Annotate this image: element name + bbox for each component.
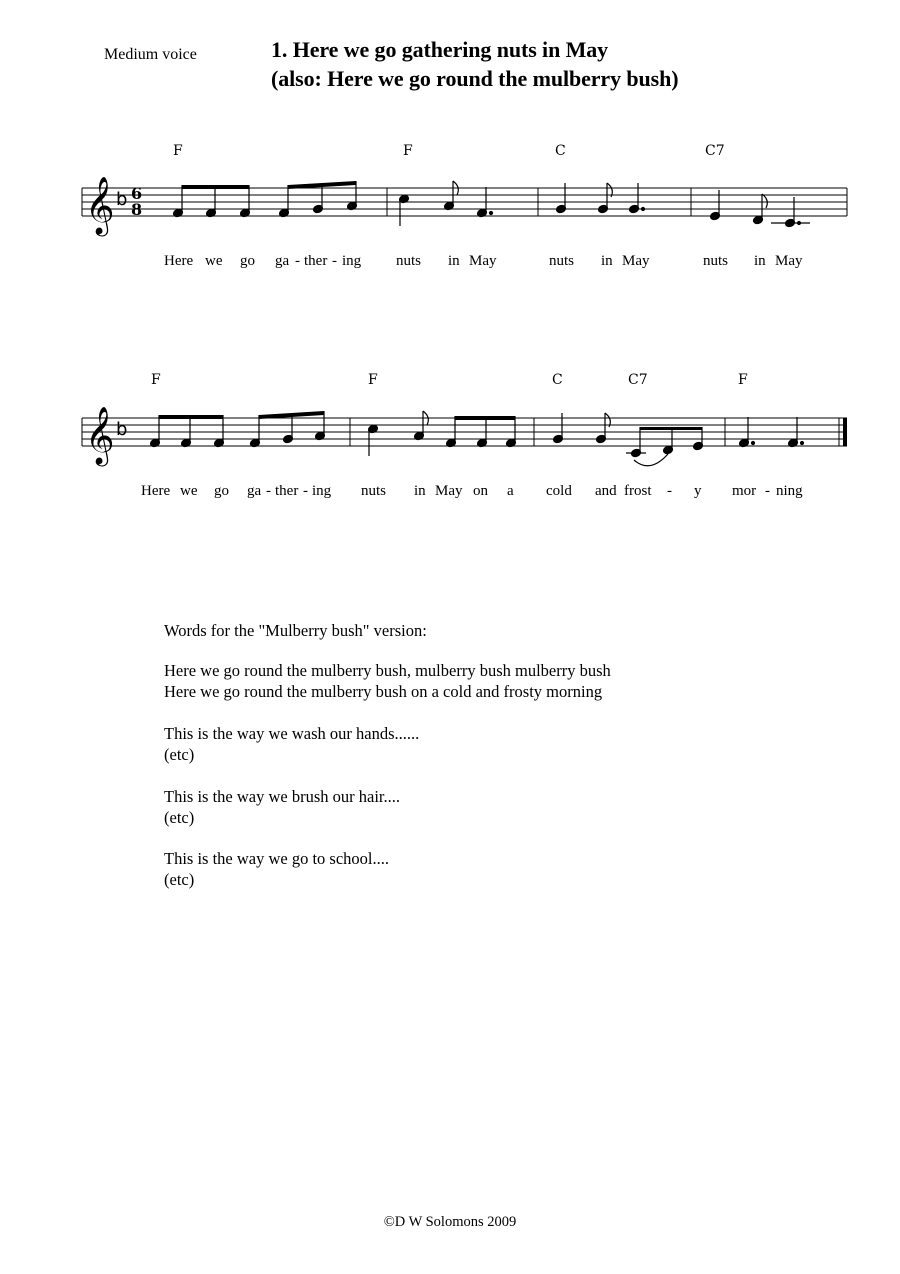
chord-symbol: C bbox=[552, 372, 563, 388]
flat-icon: b bbox=[116, 419, 128, 440]
verse-etc: (etc) bbox=[164, 808, 195, 827]
music-staff-system-1 bbox=[0, 160, 900, 240]
lyric-syllable: ther bbox=[275, 483, 299, 499]
lyric-syllable: and bbox=[595, 483, 617, 499]
lyric-syllable: frost bbox=[624, 483, 652, 499]
chorus-line: Here we go round the mulberry bush, mulberry bush mulberry bush bbox=[164, 661, 611, 680]
lyric-syllable: ga bbox=[275, 253, 290, 269]
verse-line: This is the way we go to school.... bbox=[164, 849, 390, 868]
lyric-syllable: go bbox=[240, 253, 255, 269]
lyric-hyphen: - bbox=[266, 483, 271, 499]
lyric-syllable: mor bbox=[732, 483, 757, 499]
verse-line: This is the way we brush our hair.... bbox=[164, 787, 401, 806]
lyric-syllable: May bbox=[435, 483, 463, 499]
lyric-syllable: in bbox=[448, 253, 460, 269]
lyric-syllable: a bbox=[507, 483, 514, 499]
lyric-hyphen: - bbox=[765, 483, 770, 499]
time-signature-bottom: 8 bbox=[131, 200, 143, 219]
lyric-syllable: nuts bbox=[361, 483, 387, 499]
lyric-syllable: Here bbox=[164, 253, 194, 269]
song-title: 1. Here we go gathering nuts in May bbox=[271, 37, 609, 62]
chorus-line: Here we go round the mulberry bush on a cold and frosty morning bbox=[164, 682, 603, 701]
lyric-syllable: in bbox=[601, 253, 613, 269]
song-subtitle: (also: Here we go round the mulberry bush) bbox=[271, 66, 679, 91]
lyric-syllable: nuts bbox=[703, 253, 729, 269]
chord-symbol: F bbox=[403, 143, 413, 159]
lyric-syllable: we bbox=[205, 253, 223, 269]
lyric-syllable: we bbox=[180, 483, 198, 499]
verse-etc: (etc) bbox=[164, 870, 195, 889]
lyric-syllable: nuts bbox=[396, 253, 422, 269]
verse-line: This is the way we wash our hands...... bbox=[164, 724, 420, 743]
lyric-syllable: ga bbox=[247, 483, 262, 499]
chord-symbol: F bbox=[173, 143, 183, 159]
voice-label: Medium voice bbox=[104, 46, 197, 63]
lyric-hyphen: - bbox=[667, 483, 672, 499]
lyric-syllable: go bbox=[214, 483, 229, 499]
lyric-syllable: y bbox=[694, 483, 702, 499]
time-signature-top: 6 bbox=[131, 184, 143, 203]
lyric-hyphen: - bbox=[295, 253, 300, 269]
lyric-syllable: ther bbox=[304, 253, 328, 269]
lyric-syllable: May bbox=[775, 253, 803, 269]
chord-symbol: C bbox=[555, 143, 566, 159]
lyric-syllable: in bbox=[754, 253, 766, 269]
treble-clef-icon: 𝄞 bbox=[85, 176, 115, 234]
lyric-syllable: in bbox=[414, 483, 426, 499]
lyric-syllable: cold bbox=[546, 483, 572, 499]
lyric-syllable: May bbox=[622, 253, 650, 269]
copyright-notice: ©D W Solomons 2009 bbox=[383, 1214, 517, 1230]
treble-clef-icon: 𝄞 bbox=[85, 406, 115, 464]
lyric-syllable: Here bbox=[141, 483, 171, 499]
lyric-syllable: on bbox=[473, 483, 488, 499]
lyric-syllable: ing bbox=[342, 253, 362, 269]
lyric-hyphen: - bbox=[303, 483, 308, 499]
music-staff-system-2 bbox=[0, 390, 900, 470]
chord-symbol: F bbox=[368, 372, 378, 388]
chord-symbol: F bbox=[738, 372, 748, 388]
lyric-syllable: nuts bbox=[549, 253, 575, 269]
chord-symbol: F bbox=[151, 372, 161, 388]
final-barline bbox=[843, 418, 847, 446]
lyric-syllable: ning bbox=[776, 483, 803, 499]
verse-etc: (etc) bbox=[164, 745, 195, 764]
lyric-hyphen: - bbox=[332, 253, 337, 269]
flat-icon: b bbox=[116, 189, 128, 210]
chord-symbol: C7 bbox=[628, 372, 648, 388]
chord-symbol: C7 bbox=[705, 143, 725, 159]
lyric-syllable: May bbox=[469, 253, 497, 269]
lyric-syllable: ing bbox=[312, 483, 332, 499]
verses-heading: Words for the "Mulberry bush" version: bbox=[164, 621, 427, 640]
